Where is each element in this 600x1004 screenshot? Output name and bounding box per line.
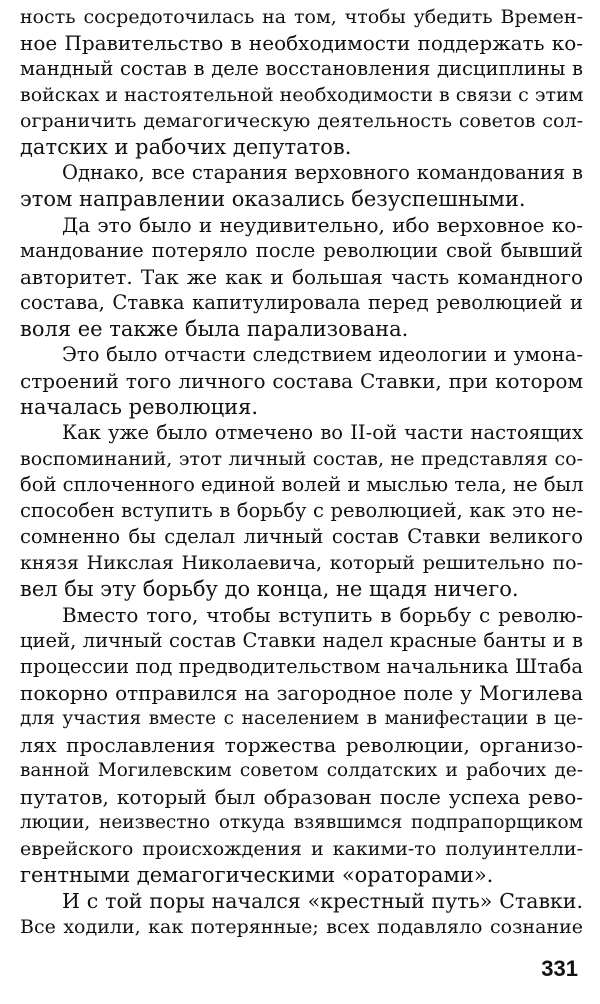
text-line: путатов, который был образован после успеха рево- (20, 785, 583, 809)
text-line: гентными демагогическими «ораторами». (20, 863, 494, 887)
text-line: вел бы эту борьбу до конца, не щадя ничего. (20, 577, 519, 601)
text-line: состава, Ставка капитулировала перед революцией и (20, 291, 583, 314)
text-line: этом направлении оказались безуспешными. (20, 187, 526, 211)
text-line: началась революция. (20, 395, 259, 419)
text-line: покорно отправился на загородное поле у Могилева (20, 681, 583, 705)
text-line: войсках и настоятельной необходимости в связи с этим (20, 84, 583, 106)
text-line: люции, неизвестно откуда взявшимся подпрапорщиком (20, 812, 583, 833)
text-line: еврейского происхождения и какими-то полуинтелли- (20, 838, 583, 860)
text-line: Это было отчасти следствием идеологии и умона- (62, 343, 583, 366)
text-line: ность сосредоточилась на том, чтобы убедить Времен- (20, 6, 583, 28)
text-line: сомненно бы сделал личный состав Ставки великого (20, 525, 583, 548)
text-line: строений того личного состава Ставки, при котором (20, 369, 583, 393)
text-line: Однако, все старания верховного командования в (62, 161, 583, 184)
text-line: Как уже было отмечено во II-ой части настоящих (62, 421, 583, 444)
text-line: И с той поры начался «крестный путь» Ставки. (62, 889, 583, 913)
text-line: цией, личный состав Ставки надел красные банты и в (20, 629, 583, 652)
text-line: для участия вместе с населением в манифестации в це- (20, 708, 583, 729)
text-line: ограничить демагогическую деятельность советов сол- (20, 110, 583, 132)
text-line: мандование потеряло после революции свой бывший (20, 239, 583, 262)
text-line: лях прославления торжества революции, организо- (20, 733, 583, 757)
text-line: Вместо того, чтобы вступить в борьбу с револю- (62, 603, 583, 627)
text-line: воспоминаний, этот личный состав, не представляя со- (20, 448, 583, 470)
text-line: ное Правительство в необходимости поддержать ко- (20, 31, 583, 55)
page-body (20, 4, 583, 940)
page-number: 331 (541, 956, 578, 981)
text-line: Да это было и неудивительно, ибо верховное ко- (62, 213, 583, 237)
text-line: мандный состав в деле восстановления дисциплины в (20, 57, 583, 80)
text-line: авторитет. Так же как и большая часть командного (20, 265, 583, 289)
text-line: ванной Могилевским советом солдатских и рабочих де- (20, 760, 583, 781)
text-line: Все ходили, как потерянные; всех подавляло сознание (20, 916, 583, 938)
text-line: процессии под предводительством начальника Штаба (20, 655, 583, 678)
text-line: воля ее также была парализована. (20, 317, 409, 341)
text-line: князя Никслая Николаевича, который решительно по- (20, 552, 583, 574)
text-line: датских и рабочих депутатов. (20, 135, 352, 159)
text-line: способен вступить в борьбу с революцией, как это не- (20, 499, 583, 522)
text-line: бой сплоченного единой волей и мыслью тела, не был (20, 473, 583, 496)
